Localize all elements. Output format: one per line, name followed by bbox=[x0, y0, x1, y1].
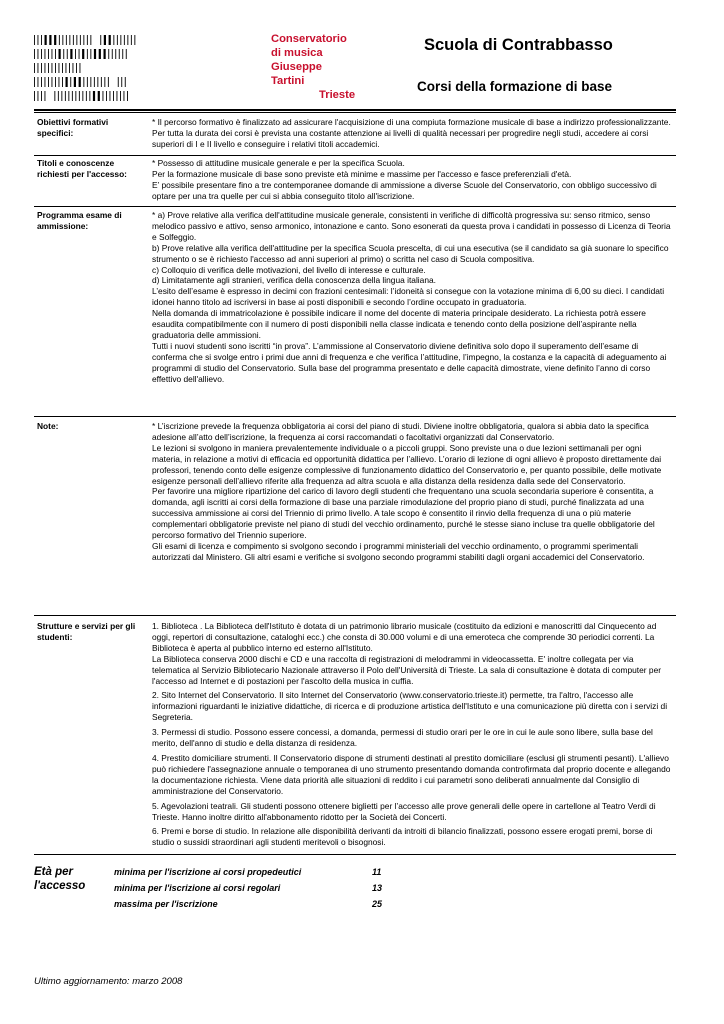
logo-bar bbox=[68, 91, 69, 101]
logo-bar bbox=[75, 49, 76, 59]
paragraph: * a) Prove relative alla verifica dell'attitudine musicale generale, consistenti in verifiche di difficoltà progressiva su: senso ritmico, senso melodico passivo e attivo, senso armonico, intonazione e canto. Sono esonerati da questa prova i candidati in possesso di Licenza di Teoria e Solfeggio. bbox=[152, 210, 671, 242]
logo-bar bbox=[82, 91, 83, 101]
logo-bar bbox=[70, 77, 71, 87]
logo-bar bbox=[117, 91, 118, 101]
logo-line: Giuseppe bbox=[271, 61, 322, 73]
logo-bar bbox=[41, 63, 42, 73]
logo-bar bbox=[52, 49, 53, 59]
logo-bar bbox=[104, 35, 106, 45]
logo-bar bbox=[73, 35, 74, 45]
age-row-label: massima per l'iscrizione bbox=[114, 899, 218, 909]
paragraph: 3. Permessi di studio. Possono essere concessi, a domanda, permessi di studio orari per le ore in cui le aule sono libere, sulla base del merito, dell'anno di studio e della distanza di residenza. bbox=[152, 727, 653, 749]
logo-bar bbox=[54, 91, 55, 101]
logo-bar bbox=[121, 77, 122, 87]
logo-bar bbox=[45, 35, 47, 45]
logo-bar bbox=[113, 35, 114, 45]
logo-bar bbox=[34, 49, 35, 59]
paragraph: 5. Agevolazioni teatrali. Gli studenti possono ottenere biglietti per l’accesso alle prove generali delle opere in cartellone al Teatro Verdi di Trieste. Hanno inoltre diritto all'abbonamento ridotto per la Società dei Concerti. bbox=[152, 800, 656, 822]
logo-bar bbox=[38, 63, 39, 73]
logo-bar bbox=[62, 77, 63, 87]
paragraph: Per la formazione musicale di base sono previste età minime e massime per l'accesso e fasce preferenziali d'età. bbox=[152, 168, 572, 179]
logo-bar bbox=[62, 63, 63, 73]
logo-bar bbox=[59, 63, 60, 73]
logo-bar bbox=[131, 35, 132, 45]
logo-bar bbox=[100, 35, 101, 45]
paragraph: 4. Prestito domiciliare strumenti. Il Conservatorio dispone di strumenti destinati al prestito domiciliare (esclusi gli strumenti pesanti). L'allievo può richiedere l'assegnazione annuale o temporanea di uno strumento presentando domanda controfirmata dal proprio docente e allegando la documentazione richiesta. Viene data priorità alle situazioni di reddito i cui parametri sono deliberati annualmente dal Consiglio di amministrazione del Conservatorio. bbox=[152, 752, 671, 796]
logo-bar bbox=[49, 35, 51, 45]
logo-bar bbox=[67, 49, 68, 59]
age-row-label: minima per l'iscrizione ai corsi regolari bbox=[114, 883, 281, 893]
paragraph: Per favorire una migliore ripartizione del carico di lavoro degli studenti che frequentano una scuola secondaria superiore è consentita, a domanda, agli iscritti ai corsi della formazione di base una parziale rimodulazione del proprio piano di studi, purché finalizzata ad una successiva ammissione ai corsi del Triennio di primo livello. A tale scopo è consentito il rinvio della frequenza di una o più materie complementari obbligatorie previste nel piano di studi del vecchio ordinamento, purché le stesse siano incluse tra quelle obbligatorie del percorso formativo del Triennio superiore. bbox=[152, 486, 655, 541]
logo-bar bbox=[79, 49, 80, 59]
logo-bar bbox=[69, 63, 70, 73]
logo-bar bbox=[48, 49, 49, 59]
paragraph: d) Limitatamente agli stranieri, verifica della conoscenza della lingua italiana. bbox=[152, 275, 436, 286]
logo-bar bbox=[45, 49, 46, 59]
logo-bar bbox=[61, 91, 62, 101]
section-label: Note: bbox=[37, 421, 59, 431]
logo-bar bbox=[127, 35, 128, 45]
logo-bar bbox=[41, 35, 42, 45]
section-content bbox=[152, 210, 672, 385]
logo-bar bbox=[59, 35, 60, 45]
logo-bar bbox=[83, 77, 84, 87]
age-section-title: Età per l'accesso bbox=[34, 866, 86, 892]
section-note bbox=[34, 416, 676, 617]
paragraph: * L’iscrizione prevede la frequenza obbligatoria ai corsi del piano di studi. Diviene inoltre obbligatoria, qualora si abbia dato la specifica adesione all’atto dell’iscrizione, la frequenza ai corsi raccomandati o facoltativi organizzati dal Conservatorio. bbox=[152, 421, 649, 442]
logo-bar bbox=[119, 49, 120, 59]
logo-bar bbox=[58, 91, 59, 101]
logo-bar bbox=[122, 49, 123, 59]
paragraph: c) Colloquio di verifica delle motivazioni, del livello di interesse e culturale. bbox=[152, 264, 426, 275]
logo-bar bbox=[124, 35, 125, 45]
logo-bar bbox=[94, 77, 95, 87]
logo-bar bbox=[125, 77, 126, 87]
section-content bbox=[152, 621, 672, 848]
logo-bar bbox=[87, 77, 88, 87]
logo-bar bbox=[90, 49, 91, 59]
logo-line-city: Trieste bbox=[319, 89, 356, 101]
logo-bar bbox=[134, 35, 135, 45]
paragraph: b) Prove relative alla verifica dell'attitudine per la specifica Scuola prescelta, di cui una esecutiva (se il candidato sa già suonare lo specifico strumento o se è richiesto l'accesso ad anni superiori al primo) o scritta nel caso di Scuola compositiva. bbox=[152, 242, 669, 264]
logo-bar bbox=[87, 49, 88, 59]
paragraph: L’esito dell’esame è espresso in decimi con frazioni centesimali: l’idoneità si consegue con la votazione minima di 6,00 su dieci. I candidati idonei hanno titolo ad iscriversi in base ai posti disponibili e secondo l’ordine occupato in graduatoria. bbox=[152, 286, 665, 308]
age-row-label: minima per l'iscrizione ai corsi propedeutici bbox=[114, 867, 302, 877]
paragraph: * Il percorso formativo è finalizzato ad assicurare l'acquisizione di una compiuta formazione musicale di base a indirizzo professionalizzante. Per tutta la durata dei corsi è prevista una costante attenzione ai livelli di qualità necessari per progredire negli studi, accedere ai corsi superiori di I e II livello e conseguire i relativi titoli accademici. bbox=[152, 117, 671, 149]
logo-line: di musica bbox=[271, 47, 323, 59]
logo-bar bbox=[93, 91, 95, 101]
logo-bar bbox=[45, 77, 46, 87]
section-rule bbox=[34, 854, 676, 855]
section-label: Strutture e servizi per gli studenti: bbox=[37, 621, 136, 642]
paragraph: 2. Sito Internet del Conservatorio. Il sito Internet del Conservatorio (www.conservatorio.trieste.it) permette, tra l'altro, l'accesso alle informazioni riguardanti le iniziative didattiche, di ricerca e di produzione artistica dell'Istituto e una comunicazione più diretta con i servizi di Segreteria. bbox=[152, 690, 668, 723]
logo-bar bbox=[124, 91, 125, 101]
logo-bar bbox=[55, 77, 56, 87]
logo-bar bbox=[54, 35, 56, 45]
logo-bar bbox=[55, 63, 56, 73]
logo-bar bbox=[86, 91, 87, 101]
logo-bar bbox=[104, 49, 106, 59]
logo-bar bbox=[69, 35, 70, 45]
logo-bar bbox=[75, 91, 76, 101]
logo-bar bbox=[79, 77, 81, 87]
section-titoli bbox=[34, 155, 676, 207]
logo-bar bbox=[41, 77, 42, 87]
logo-bar bbox=[76, 63, 77, 73]
section-content bbox=[152, 421, 672, 563]
logo-bar bbox=[65, 91, 66, 101]
logo-bar bbox=[63, 49, 64, 59]
paragraph: Tutti i nuovi studenti sono iscritti “in prova”. L’ammissione al Conservatorio diviene definitiva solo dopo il superamento dell’esame di conferma che si svolge entro i primi due anni di frequenza e che verifica l’attitudine, l’impegno, la costanza e la capacità di adeguamento ai programmi di studio del Conservatorio. Sulla base del programma presentato e delle capacità dimostrate, viene definito l’anno di corso effettivo dell'allievo. bbox=[152, 340, 667, 384]
logo-bar bbox=[38, 35, 39, 45]
section-label: Programma esame di ammissione: bbox=[37, 210, 122, 231]
section-programma-esame bbox=[34, 206, 676, 418]
section-label: Obiettivi formativi specifici: bbox=[37, 117, 109, 138]
logo-bar bbox=[90, 77, 91, 87]
paragraph: Nella domanda di immatricolazione è possibile indicare il nome del docente di materia principale desiderato. La richiesta potrà essere esaudita compatibilmente con il numero di posti disponibili nella classe indicata e tenendo conto della posizione dell’aspirante nella graduatoria delle ammissioni. bbox=[152, 308, 646, 340]
paragraph: 6. Premi e borse di studio. In relazione alle disponibilità derivanti da introiti di bilancio finalizzati, possono essere erogati premi, borse di studio o sussidi straordinari agli studenti meritevoli o bisognosi. bbox=[152, 826, 653, 848]
logo-bar bbox=[45, 63, 46, 73]
logo-bar bbox=[113, 91, 114, 101]
header-rule bbox=[34, 109, 676, 111]
logo-line: Tartini bbox=[271, 75, 305, 87]
logo-bar bbox=[52, 77, 53, 87]
logo-bar bbox=[118, 77, 119, 87]
logo-bar bbox=[66, 35, 67, 45]
logo-bar bbox=[38, 91, 39, 101]
logo-bar bbox=[90, 35, 91, 45]
logo-bar bbox=[41, 49, 42, 59]
logo-bar bbox=[110, 91, 111, 101]
age-row-value: 25 bbox=[372, 899, 383, 909]
logo-bar bbox=[104, 77, 105, 87]
logo-bar bbox=[52, 63, 53, 73]
logo-bar bbox=[126, 49, 127, 59]
logo-bar bbox=[80, 35, 81, 45]
paragraph: Le lezioni si svolgono in maniera prevalentemente individuale o a piccoli gruppi. Sono previste una o due lezioni settimanali per ogni materia, in relazione a motivi di efficacia ed opportunità didattica per l’allievo. L’orario di lezione di ogni allievo è proposto direttamente dai professori, tenendo conto delle esigenze complessive di funzionamento didattico del Conservatorio e, per quanto possibile, delle motivate esigenze personali dell’allievo riferite alla frequenza ad altra scuola e alla distanza della residenza dalla sede del Conservatorio. bbox=[152, 442, 662, 486]
logo-bar bbox=[106, 91, 107, 101]
logo-bar bbox=[99, 49, 101, 59]
logo-bar bbox=[82, 49, 84, 59]
conservatorio-logo-mark bbox=[34, 34, 234, 106]
logo-bar bbox=[89, 91, 90, 101]
logo-bar bbox=[72, 91, 73, 101]
paragraph: E’ possibile presentare fino a tre contemporanee domande di ammissione a diverse Scuole del Conservatorio, con obbligo successivo di optare per una tra quelle per cui si abbia conseguito titolo all'iscrizione. bbox=[152, 179, 657, 201]
logo-bar bbox=[38, 49, 39, 59]
logo-bar bbox=[76, 35, 77, 45]
logo-bar bbox=[103, 91, 104, 101]
logo-bar bbox=[34, 63, 35, 73]
logo-bar bbox=[48, 63, 49, 73]
section-content bbox=[152, 117, 672, 150]
logo-bar bbox=[41, 91, 42, 101]
logo-bar bbox=[79, 91, 80, 101]
logo-bar bbox=[108, 77, 109, 87]
age-row-value: 13 bbox=[372, 883, 383, 893]
age-row-value: 11 bbox=[372, 867, 382, 877]
page-subtitle: Corsi della formazione di base bbox=[417, 79, 613, 94]
logo-bar bbox=[59, 77, 60, 87]
logo-bar bbox=[98, 91, 100, 101]
page-title: Scuola di Contrabbasso bbox=[424, 36, 613, 54]
section-content bbox=[152, 158, 672, 202]
logo-bar bbox=[97, 77, 98, 87]
logo-bar bbox=[62, 35, 63, 45]
conservatorio-logo-text bbox=[271, 32, 391, 102]
logo-bar bbox=[38, 77, 39, 87]
logo-line: Conservatorio bbox=[271, 33, 347, 45]
logo-bar bbox=[70, 49, 72, 59]
section-obiettivi bbox=[34, 112, 676, 157]
logo-bar bbox=[34, 35, 35, 45]
logo-bar bbox=[112, 49, 113, 59]
logo-bar bbox=[55, 49, 56, 59]
logo-bar bbox=[45, 91, 46, 101]
logo-bar bbox=[101, 77, 102, 87]
logo-bar bbox=[115, 49, 116, 59]
logo-bar bbox=[80, 63, 81, 73]
logo-bar bbox=[120, 91, 121, 101]
logo-bar bbox=[87, 35, 88, 45]
logo-bar bbox=[73, 63, 74, 73]
logo-bar bbox=[66, 63, 67, 73]
logo-bar bbox=[127, 91, 128, 101]
section-strutture-servizi bbox=[34, 615, 676, 854]
last-updated: Ultimo aggiornamento: marzo 2008 bbox=[34, 976, 183, 987]
logo-bar bbox=[66, 77, 68, 87]
logo-bar bbox=[34, 91, 35, 101]
paragraph: La Biblioteca conserva 2000 dischi e CD e una raccolta di registrazioni di melodrammi in videocassetta. E' inoltre collegata per via telematica al Servizio Bibliotecario Nazionale attraverso il Polo dell'Università di Trieste. La sala di consultazione è dotata di computer per l'accesso ad Internet e di postazioni per l'ascolto della musica in cuffia. bbox=[152, 653, 662, 686]
logo-bar bbox=[108, 49, 109, 59]
logo-bar bbox=[34, 77, 35, 87]
section-label: Titoli e conoscenze richiesti per l'accesso: bbox=[37, 158, 127, 179]
logo-bar bbox=[48, 77, 49, 87]
logo-bar bbox=[74, 77, 76, 87]
logo-bar bbox=[83, 35, 84, 45]
logo-bar bbox=[117, 35, 118, 45]
logo-bar bbox=[120, 35, 121, 45]
paragraph: Gli esami di licenza e compimento si svolgono secondo i programmi ministeriali del vecchio ordinamento, o programmi sperimentali autorizzati dal Ministero. Gli altri esami e verifiche si svolgono secondo programmi stabiliti dagli organi accademici del Conservatorio. bbox=[152, 540, 645, 562]
logo-bar bbox=[59, 49, 61, 59]
paragraph: * Possesso di attitudine musicale generale e per la specifica Scuola. bbox=[152, 158, 405, 168]
logo-bar bbox=[94, 49, 96, 59]
paragraph: 1. Biblioteca . La Biblioteca dell'Istituto è dotata di un patrimonio librario musicale (costituito da edizioni e manoscritti dal Cinquecento ad oggi, repertori di consultazione, cataloghi ecc.) che consta di 30.000 volumi e di una emeroteca che comprende 30 periodici correnti. La Biblioteca è aperta al pubblico interno ed esterno all'Istituto. bbox=[152, 621, 657, 653]
logo-bar bbox=[109, 35, 111, 45]
